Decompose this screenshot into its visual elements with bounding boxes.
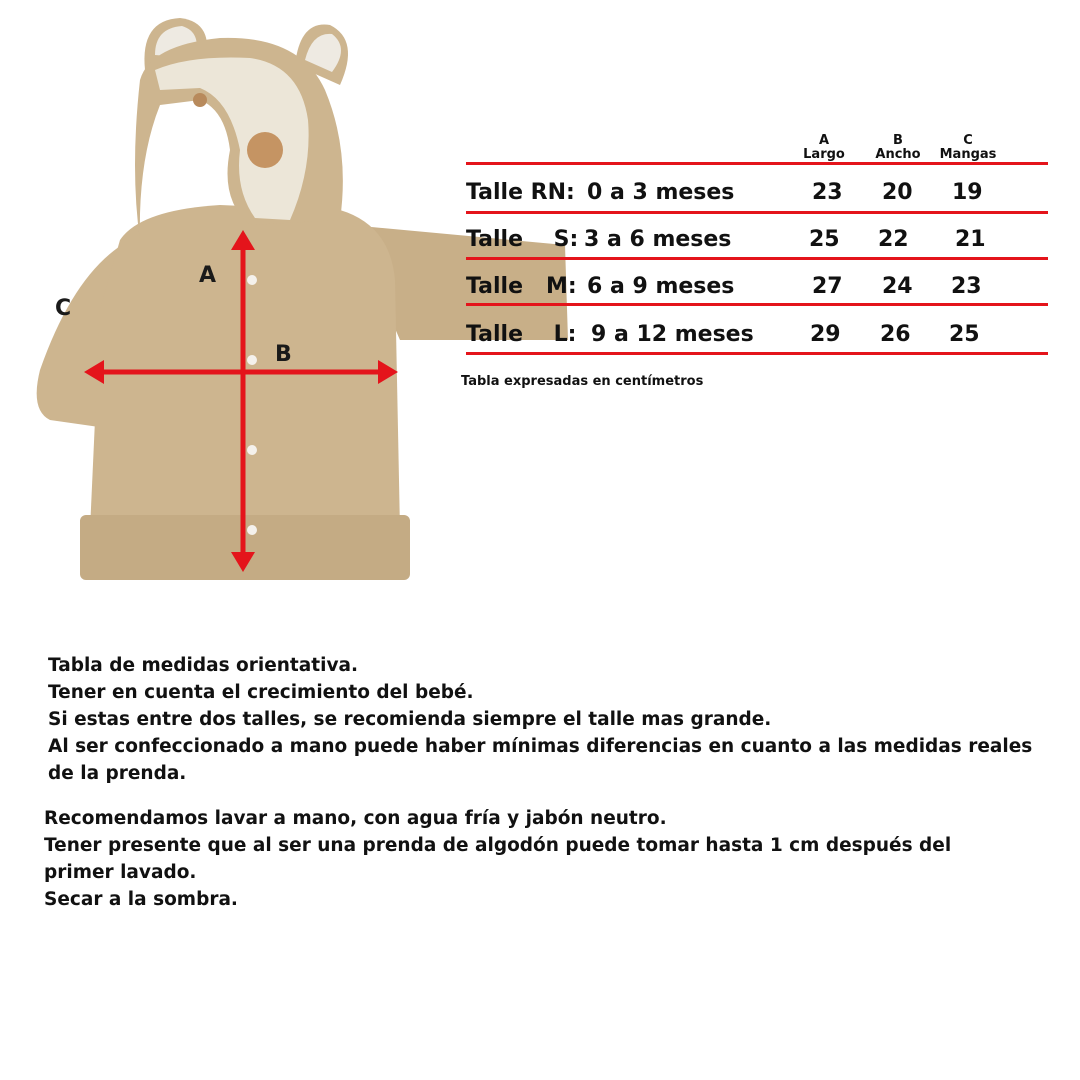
- label-b: B: [275, 342, 292, 367]
- care-instructions-text: [44, 805, 1004, 913]
- label-a: A: [199, 263, 217, 288]
- column-header-c: C Mangas: [939, 133, 997, 162]
- table-row: Talle S: 3 a 6 meses 25 22 21: [466, 227, 986, 252]
- table-row: Talle L: 9 a 12 meses 29 26 25: [466, 322, 980, 347]
- column-header-a: A Largo: [803, 133, 845, 162]
- label-c: C: [55, 296, 72, 321]
- table-rule: [466, 211, 1048, 214]
- table-row: Talle M: 6 a 9 meses 27 24 23: [466, 274, 982, 299]
- care-line: Secar a la sombra.: [44, 889, 238, 910]
- guidance-line: Tabla de medidas orientativa.: [48, 655, 359, 676]
- table-row: Talle RN: 0 a 3 meses 23 20 19: [466, 180, 983, 205]
- column-header-b: B Ancho: [875, 133, 921, 162]
- table-note: Tabla expresadas en centímetros: [461, 374, 704, 389]
- care-line: Recomendamos lavar a mano, con agua fría y jabón neutro.: [44, 808, 667, 829]
- table-rule: [466, 162, 1048, 165]
- guidance-line: Al ser confeccionado a mano puede haber mínimas diferencias en cuanto a las medidas reales de la prenda.: [48, 736, 1033, 784]
- guidance-line: Si estas entre dos talles, se recomienda siempre el talle mas grande.: [48, 709, 772, 730]
- table-rule: [466, 303, 1048, 306]
- table-rule: [466, 352, 1048, 355]
- table-rule: [466, 257, 1048, 260]
- size-guidance-text: [48, 652, 1038, 787]
- guidance-line: Tener en cuenta el crecimiento del bebé.: [48, 682, 474, 703]
- care-line: Tener presente que al ser una prenda de algodón puede tomar hasta 1 cm después del primer lavado.: [44, 835, 952, 883]
